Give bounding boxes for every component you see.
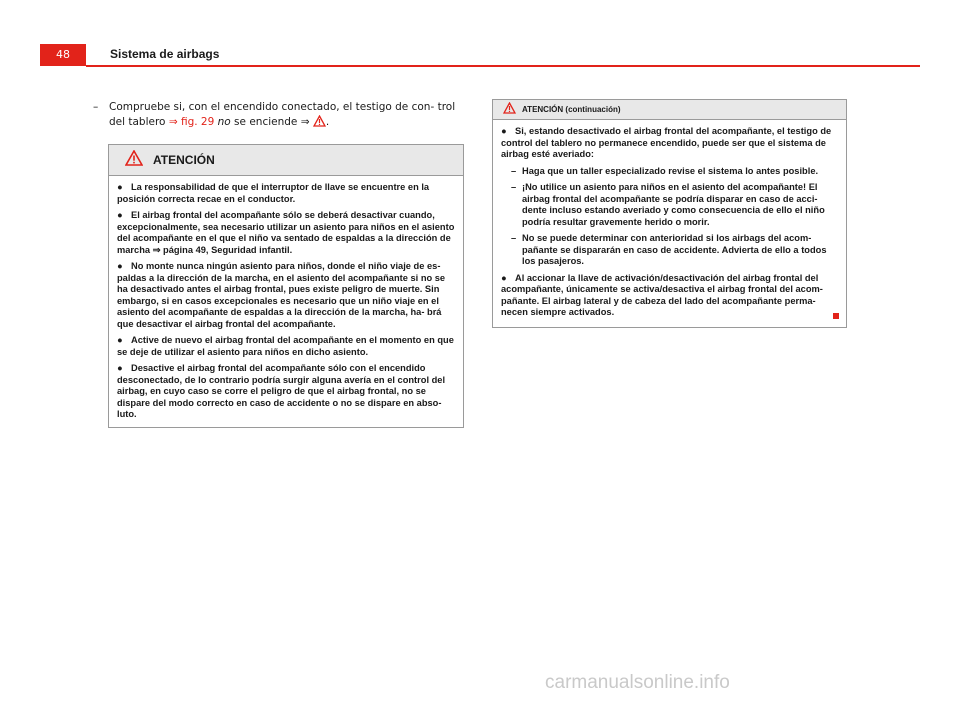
dash-marker: – — [93, 101, 99, 113]
warning-header — [109, 145, 463, 176]
warning-ref-icon[interactable] — [313, 116, 326, 128]
sub-item: – Haga que un taller especializado revise el sistema lo antes posible. — [511, 165, 819, 176]
warning-title-continued: ATENCIÓN (continuación) — [522, 105, 621, 114]
warning-box — [108, 144, 464, 428]
warning-body-continued — [493, 120, 846, 327]
warning-bullet: ● Desactive el airbag frontal del acompañante sólo con el encendido desconectado, de lo contrario podría surgir alguna avería en el control del airbag, en cuyo caso se corre el peligro de que el airbag frontal, no se dispare del modo correcto en caso de accidente o no se dispare en abso- luto. — [117, 363, 446, 419]
header-rule — [86, 65, 920, 67]
left-column — [93, 100, 464, 428]
watermark: carmanualsonline.info — [545, 672, 730, 693]
warning-bullet: ● No monte nunca ningún asiento para niños, donde el niño viaje de es- paldas a la dirección de la marcha, en el asiento del acompañante si no se ha desactivado antes el airbag frontal, pues existe peligro de muerte. Sin embargo, si en casos excepcionales es necesario que un niño viaje en el asiento del acompañante de espaldas a la dirección de la marcha, ha- brá que desactivar el airbag frontal del acompañante. — [117, 261, 446, 329]
intro-text: Compruebe si, con el encendido conectado, el testigo de con- trol del tablero — [109, 101, 456, 128]
warning-title: ATENCIÓN — [153, 153, 215, 167]
figure-link[interactable]: ⇒ fig. 29 — [168, 116, 215, 128]
sub-list — [511, 166, 838, 268]
page-header — [0, 44, 960, 68]
intro-text-post: se enciende ⇒ — [230, 116, 313, 128]
warning-box-continued — [492, 99, 847, 328]
intro-italic: no — [217, 116, 231, 128]
section-end-marker — [833, 313, 839, 319]
warning-bullet: ● El airbag frontal del acompañante sólo se deberá desactivar cuando, excepcionalmente, sea necesario utilizar un asiento para niños en el asiento del acompañante en el que el niño va sentado de espaldas a la dirección de marcha ⇒ página 49, Seguridad infantil. — [117, 210, 455, 255]
chapter-title: Sistema de airbags — [110, 47, 220, 61]
right-column — [492, 99, 847, 328]
warning-body — [109, 176, 463, 427]
intro-step — [93, 100, 464, 130]
page-number: 48 — [40, 44, 86, 66]
warning-bullet: ● Si, estando desactivado el airbag frontal del acompañante, el testigo de control del tablero no permanece encendido, puede ser que el sistema de airbag esté averiado: — [501, 126, 832, 159]
sub-item: – No se puede determinar con anterioridad si los airbags del acom- pañante se dispararán en caso de accidente. Advierta de ello a todos los pasajeros. — [511, 233, 827, 266]
intro-end: . — [325, 116, 330, 128]
warning-bullet: ● Al accionar la llave de activación/desactivación del airbag frontal del acompañante, únicamente se activa/desactiva el airbag frontal del acom- pañante. El airbag lateral y de cabeza del lado del acompañante perma- necen siempre activados. — [501, 272, 823, 317]
warning-header-continued — [493, 100, 846, 120]
warning-icon — [125, 150, 143, 171]
warning-bullet: ● Active de nuevo el airbag frontal del acompañante en el momento en que se deje de utilizar el asiento para niños en dicho asiento. — [117, 335, 454, 357]
warning-icon — [503, 101, 516, 119]
sub-item: – ¡No utilice un asiento para niños en el asiento del acompañante! El airbag frontal del acompañante se podría disparar en caso de acci- dente incluso estando averiado y como consecuencia de ello el niño podría resultar gravemente herido o morir. — [511, 182, 825, 227]
warning-bullet: ● La responsabilidad de que el interruptor de llave se encuentre en la posición correcta recae en el conductor. — [117, 182, 430, 204]
